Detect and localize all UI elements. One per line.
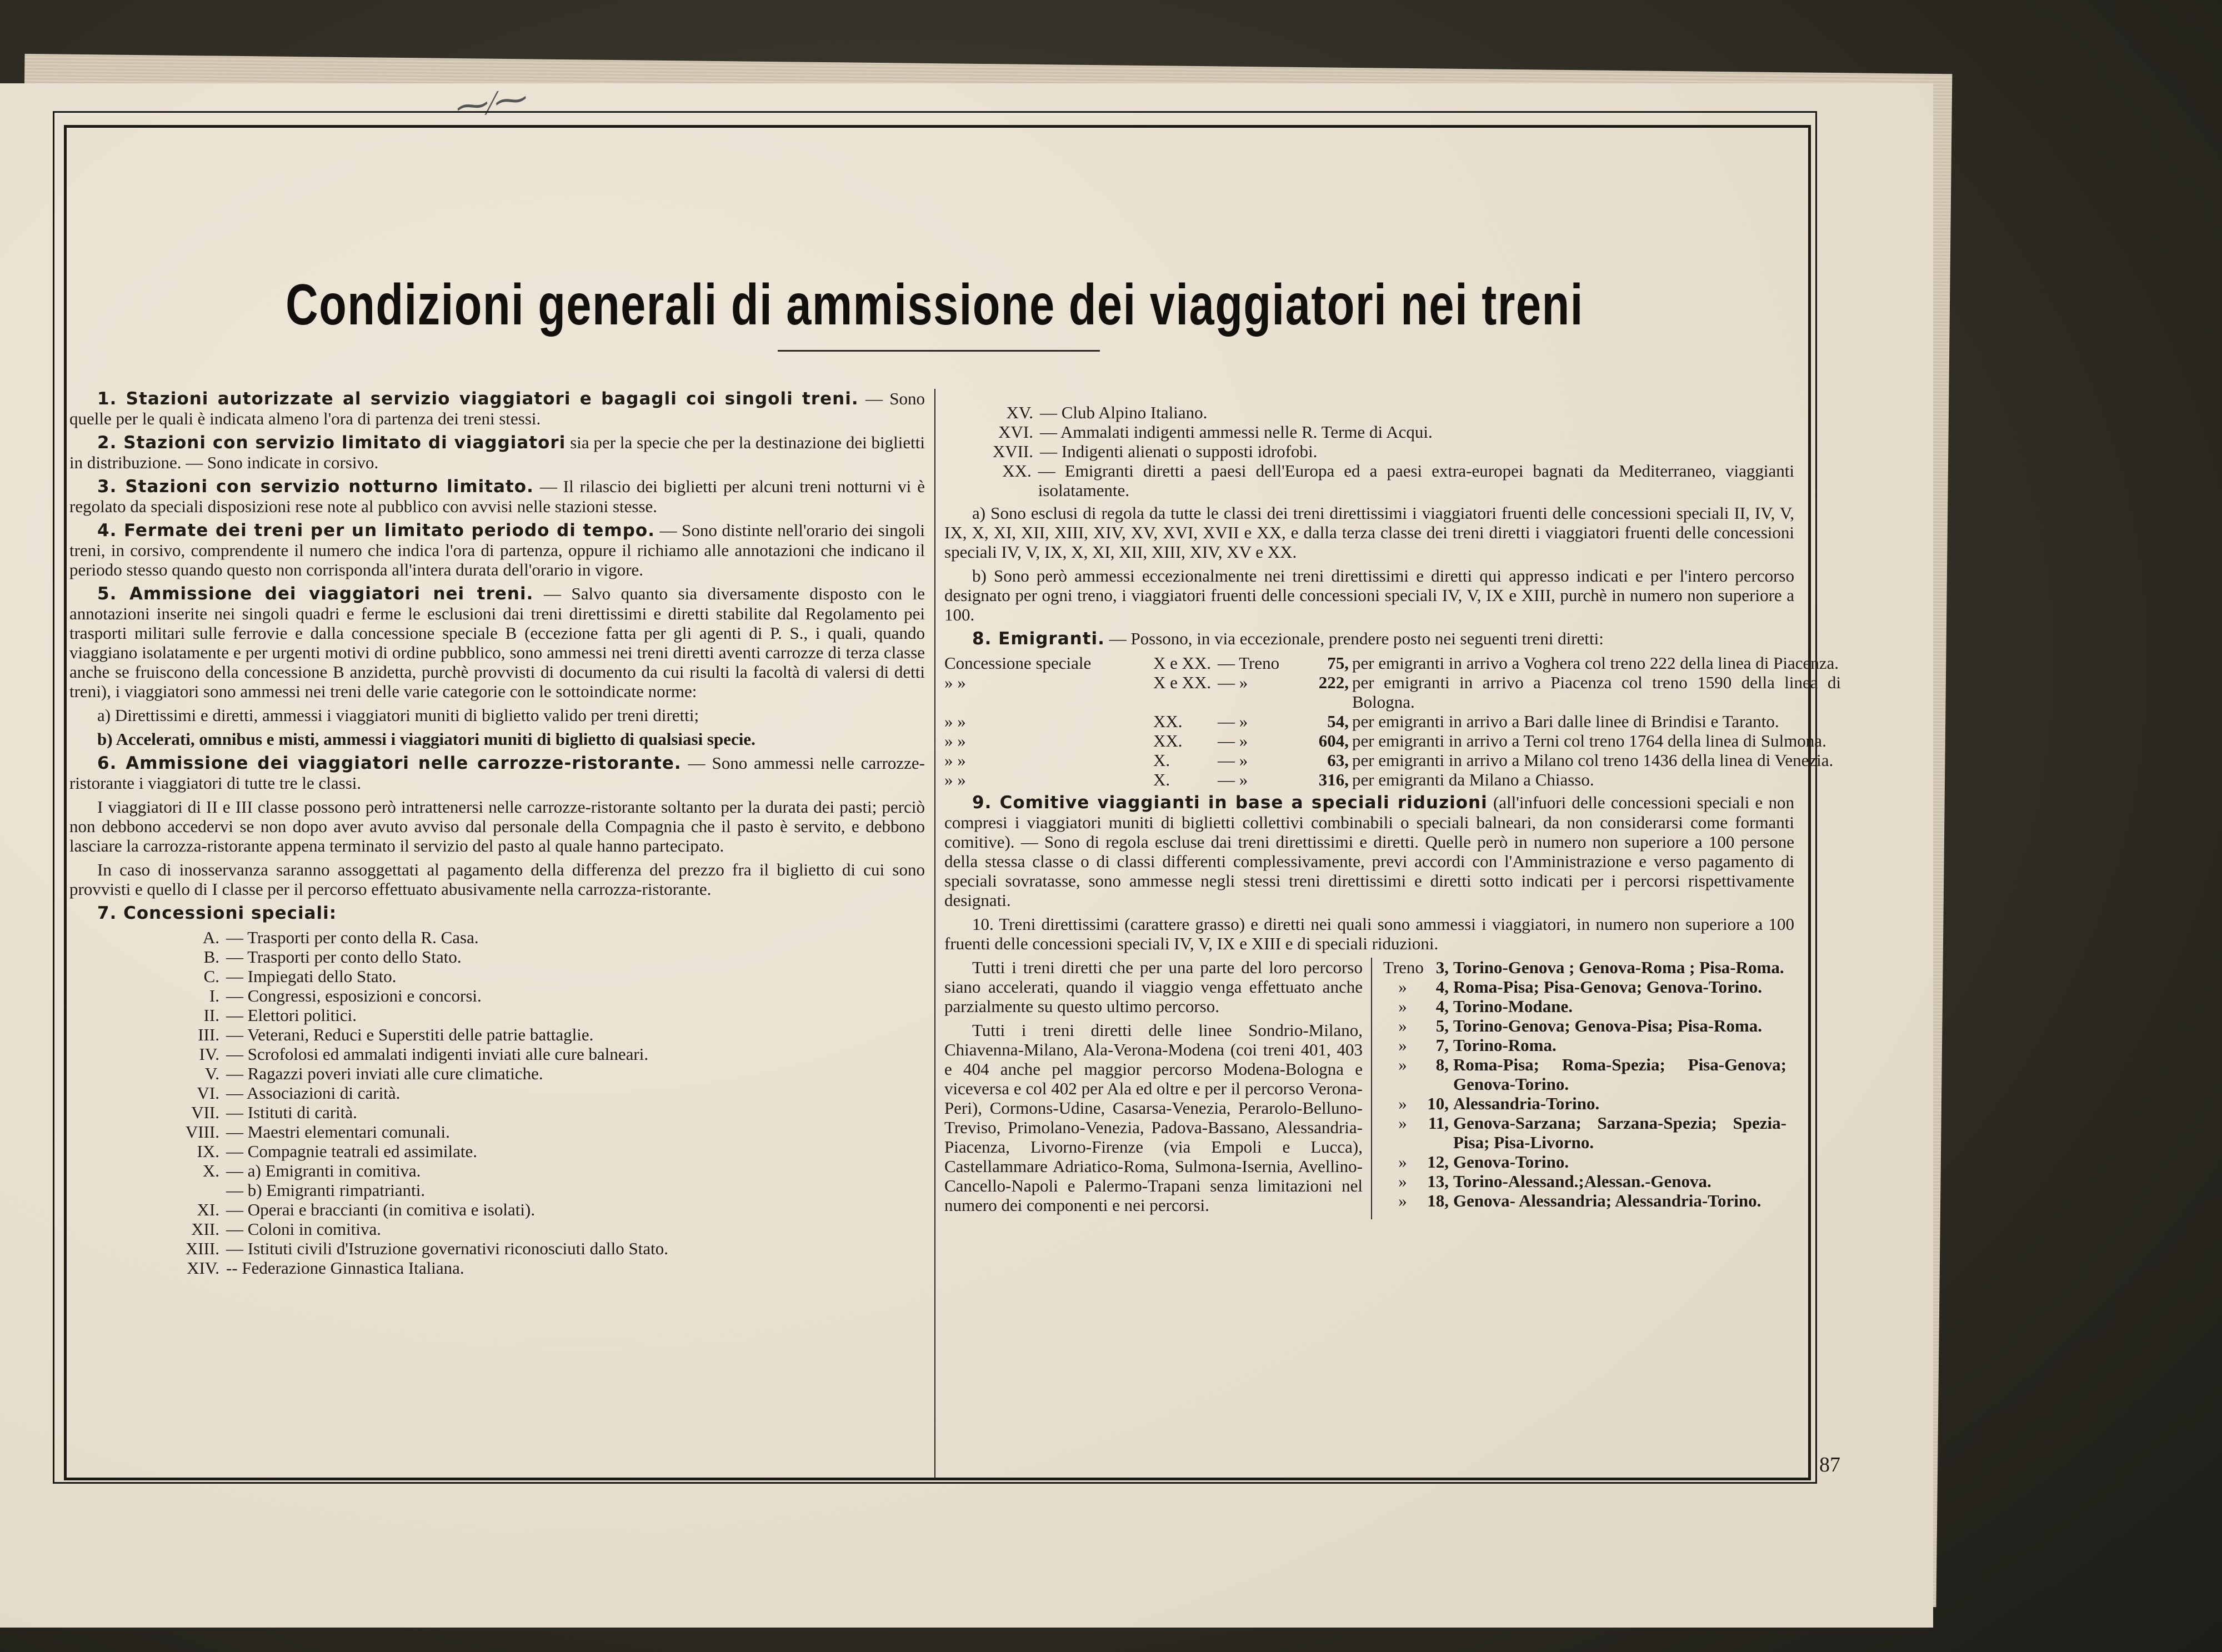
table-row: » 4, Roma-Pisa; Pisa-Genova; Genova-Torino.	[1398, 977, 1762, 997]
table-row: » » X. — » 316, per emigranti da Milano a Chiasso.	[944, 770, 1594, 789]
concessions-list-right	[983, 403, 1794, 500]
section-7-a: a) Sono esclusi di regola da tutte le classi dei treni direttissimi i viaggiatori fruenti delle concessioni speciali II, IV, V, IX, X, XI, XII, XIII, XIV, XV, XVI, XVII e XX, e dalla terza classe dei treni diretti i viaggiatori fruenti delle concessioni speciali IV, V, IX, X, XI, XII, XIII, XIV, XV e XX.	[944, 503, 1794, 562]
section-8	[944, 629, 1794, 649]
section-1-text: — Sono quelle per le quali è indicata almeno l'ora di partenza dei treni stessi.	[69, 389, 925, 428]
table-row: » 12, Genova-Torino.	[1398, 1152, 1569, 1172]
section-5	[69, 584, 925, 701]
concessions-list-left	[169, 928, 925, 1278]
table-row: » 10, Alessandria-Torino.	[1398, 1094, 1600, 1113]
section-2-heading: 2. Stazioni con servizio limitato di viaggiatori	[97, 433, 566, 453]
list-item: — b) Emigranti rimpatrianti.	[226, 1180, 426, 1200]
section-4	[69, 520, 925, 579]
right-column	[944, 403, 1841, 1219]
section-2-text: sia per la specie che per la destinazione dei biglietti in distribuzione. — Sono indicate in corsivo.	[69, 433, 925, 472]
list-item: VII. — Istituti di carità.	[191, 1103, 357, 1122]
section-4-heading: 4. Fermate dei treni per un limitato periodo di tempo.	[97, 520, 655, 540]
list-item: XVI. — Ammalati indigenti ammessi nelle R. Terme di Acqui.	[998, 422, 1433, 442]
section-8-heading: 8. Emigranti.	[972, 629, 1105, 649]
section-6-heading: 6. Ammissione dei viaggiatori nelle carrozze-ristorante.	[97, 753, 682, 773]
section-6-text: — Sono ammessi nelle carrozze-ristorante i viaggiatori di tutte tre le classi.	[69, 753, 925, 793]
section-2	[69, 433, 925, 472]
section-3	[69, 477, 925, 516]
list-item: II. — Elettori politici.	[203, 1005, 357, 1025]
table-row: Concessione speciale X e XX. — Treno 75, per emigranti in arrivo a Voghera col treno 222 della linea di Piacenza.	[944, 653, 1839, 673]
list-item: XIV. -- Federazione Ginnastica Italiana.	[187, 1258, 464, 1278]
list-item: XI. — Operai e braccianti (in comitiva e isolati).	[197, 1200, 536, 1219]
list-item: XII. — Coloni in comitiva.	[191, 1219, 381, 1239]
list-item: XIII. — Istituti civili d'Istruzione governativi riconosciuti dallo Stato.	[185, 1239, 668, 1258]
trains-list	[1383, 958, 1794, 1219]
table-row: » » X. — » 63, per emigranti in arrivo a Milano col treno 1436 della linea di Venezia.	[944, 750, 1834, 770]
table-row: » 7, Torino-Roma.	[1398, 1035, 1557, 1055]
list-item: C. — Impiegati dello Stato.	[203, 967, 397, 986]
table-row: » 5, Torino-Genova; Genova-Pisa; Pisa-Roma.	[1398, 1016, 1762, 1035]
table-row: » 4, Torino-Modane.	[1398, 997, 1573, 1016]
section-4-text: — Sono distinte nell'orario dei singoli treni, in corsivo, comprendente il numero che indica l'ora di partenza, oppure il richiamo alle annotazioni che indicano il periodo stesso quando questo non corrisponda all'intera durata dell'orario in vigore.	[69, 520, 925, 579]
table-row: » 11, Genova-Sarzana; Sarzana-Spezia; Spezia-Pisa; Pisa-Livorno.	[1398, 1113, 1786, 1152]
section-1-heading: 1. Stazioni autorizzate al servizio viaggiatori e bagagli coi singoli treni.	[97, 389, 859, 409]
list-item: XVII. — Indigenti alienati o supposti idrofobi.	[992, 442, 1318, 461]
section-6	[69, 753, 925, 793]
section-10-left-p1: Tutti i treni diretti che per una parte del loro percorso siano accelerati, quando il viaggio venga effettuato anche parzialmente su questo ultimo percorso.	[944, 958, 1363, 1016]
page-title: Condizioni generali di ammissione dei viaggiatori nei treni	[286, 273, 1584, 337]
section-9-text: (all'infuori delle concessioni speciali e non compresi i viaggiatori muniti di biglietti collettivi combinabili o speciali balneari, da non considerarsi come formanti comitive). — Sono di regola escluse dai treni direttissimi e diretti. Quelle però in numero non superiore a 100 persone della stessa classe o di classi differenti complessivamente, previ accordi con l'Amministrazione e verso pagamento di speciali sovratasse, sono ammesse negli stessi treni direttissimi e diretti sotto indicati per i percorsi rispettivamente designati.	[944, 793, 1794, 910]
section-10-columns	[944, 958, 1794, 1219]
section-10-left	[944, 958, 1372, 1219]
section-10: 10. Treni direttissimi (carattere grasso) e diretti nei quali sono ammessi i viaggiatori, in numero non superiore a 100 fruenti delle concessioni speciali IV, V, IX e XIII e di speciali riduzioni.	[944, 914, 1794, 953]
section-5-heading: 5. Ammissione dei viaggiatori nei treni.	[97, 584, 534, 604]
section-5-b: b) Accelerati, omnibus e misti, ammessi i viaggiatori muniti di biglietto di qualsiasi specie.	[97, 729, 755, 749]
list-item: XX. — Emigranti diretti a paesi dell'Europa ed a paesi extra-europei bagnati da Mediterraneo, viaggianti isolatamente.	[1002, 461, 1794, 500]
column-divider	[934, 389, 935, 1478]
list-item: III. — Veterani, Reduci e Superstiti delle patrie battaglie.	[198, 1025, 594, 1044]
section-7-b: b) Sono però ammessi eccezionalmente nei treni direttissimi e diretti qui appresso indicati e per l'intero percorso designato per ogni treno, i viaggiatori fruenti delle concessioni speciali IV, V, IX e XIII, purchè in numero non superiore a 100.	[944, 566, 1794, 624]
list-item: I. — Congressi, esposizioni e concorsi.	[209, 986, 482, 1005]
table-row: Treno 3, Torino-Genova ; Genova-Roma ; Pisa-Roma.	[1383, 958, 1784, 977]
list-item: V. — Ragazzi poveri inviati alle cure climatiche.	[204, 1064, 543, 1083]
section-3-heading: 3. Stazioni con servizio notturno limitato.	[97, 477, 534, 497]
list-item: XV. — Club Alpino Italiano.	[1006, 403, 1208, 422]
section-7-heading: 7. Concessioni speciali:	[97, 903, 337, 923]
section-5-text: — Salvo quanto sia diversamente disposto con le annotazioni inserite nei singoli quadri e ferme le esclusioni dai treni direttissimi e diretti stabilite dal Regolamento pei trasporti militari sulle ferrovie e dalla concessione speciale B (eccezione fatta per gli agenti di P. S., i quali, quando viaggiano isolatamente e per urgenti motivi di ordine pubblico, sono ammessi nei treni diretti aventi carrozze di terza classe anche se fruiscono della concessione B anzidetta, purchè provvisti di documento da cui risulti la facoltà di valersi di detti treni), i viaggiatori sono ammessi nei treni delle varie categorie con le sottoindicate norme:	[69, 584, 925, 701]
section-9	[944, 793, 1794, 910]
list-item: A. — Trasporti per conto della R. Casa.	[202, 928, 479, 947]
table-row: » » XX. — » 604, per emigranti in arrivo a Terni col treno 1764 della linea di Sulmona.	[944, 731, 1826, 750]
table-row: » 8, Roma-Pisa; Roma-Spezia; Pisa-Genova; Genova-Torino.	[1398, 1055, 1786, 1094]
section-10-left-p2: Tutti i treni diretti delle linee Sondrio-Milano, Chiavenna-Milano, Ala-Verona-Modena (coi treni 401, 403 e 404 anche pel maggior percorso Modena-Bologna e viceversa e col 402 per Ala ed oltre e per il percorso Verona-Peri), Cormons-Udine, Casarsa-Venezia, Perarolo-Belluno-Treviso, Primolano-Venezia, Padova-Bassano, Alessandria-Piacenza, Livorno-Firenze (via Empoli e Lucca), Castellammare Adriatico-Roma, Sulmona-Isernia, Avellino-Cancello-Napoli e Palermo-Trapani senza limitazioni nel numero dei componenti e nei percorsi.	[944, 1020, 1363, 1215]
table-row: » » X e XX. — » 222, per emigranti in arrivo a Piacenza col treno 1590 della linea di Bologna.	[944, 673, 1841, 712]
table-row: » 18, Genova- Alessandria; Alessandria-Torino.	[1398, 1191, 1761, 1210]
section-5-a: a) Direttissimi e diretti, ammessi i viaggiatori muniti di biglietto valido per treni diretti;	[97, 705, 699, 725]
emigrant-trains-table	[944, 653, 1841, 789]
table-row: » 13, Torino-Alessand.;Alessan.-Genova.	[1398, 1172, 1711, 1191]
section-7	[69, 903, 925, 923]
left-column	[69, 389, 925, 1281]
section-1	[69, 389, 925, 428]
pencil-scribble-icon: ⁓⁄⁓	[453, 79, 530, 126]
list-item: IV. — Scrofolosi ed ammalati indigenti inviati alle cure balneari.	[199, 1044, 649, 1064]
list-item: VIII. — Maestri elementari comunali.	[185, 1122, 450, 1142]
section-3-text: — Il rilascio dei biglietti per alcuni treni notturni vi è regolato da speciali disposizioni rese note al pubblico con avvisi nelle stazioni stesse.	[69, 477, 925, 516]
table-row: » » XX. — » 54, per emigranti in arrivo a Bari dalle linee di Brindisi e Taranto.	[944, 712, 1779, 731]
title-rule	[778, 350, 1100, 352]
section-9-heading: 9. Comitive viaggianti in base a speciali riduzioni	[972, 793, 1488, 813]
list-item: VI. — Associazioni di carità.	[197, 1083, 401, 1103]
section-6-p3: In caso di inosservanza saranno assoggettati al pagamento della differenza del prezzo fra il biglietto di cui sono provvisti e quello di I classe per il percorso effettuato abusivamente nella carrozza-ristorante.	[69, 860, 925, 899]
list-item: B. — Trasporti per conto dello Stato.	[203, 947, 462, 967]
list-item: X. — a) Emigranti in comitiva.	[202, 1161, 421, 1180]
section-6-p2: I viaggiatori di II e III classe possono però intrattenersi nelle carrozze-ristorante soltanto per la durata dei pasti; perciò non debbono accedervi se non dopo aver avuto avviso dal personale della Compagnia che il pasto è servito, e debbono lasciare la carrozza-ristorante appena terminato il servizio del pasto al quale hanno partecipato.	[69, 797, 925, 855]
list-item: IX. — Compagnie teatrali ed assimilate.	[197, 1142, 477, 1161]
section-8-text: — Possono, in via eccezionale, prendere posto nei seguenti treni diretti:	[1109, 629, 1604, 648]
page-number: 87	[1819, 1453, 1840, 1476]
